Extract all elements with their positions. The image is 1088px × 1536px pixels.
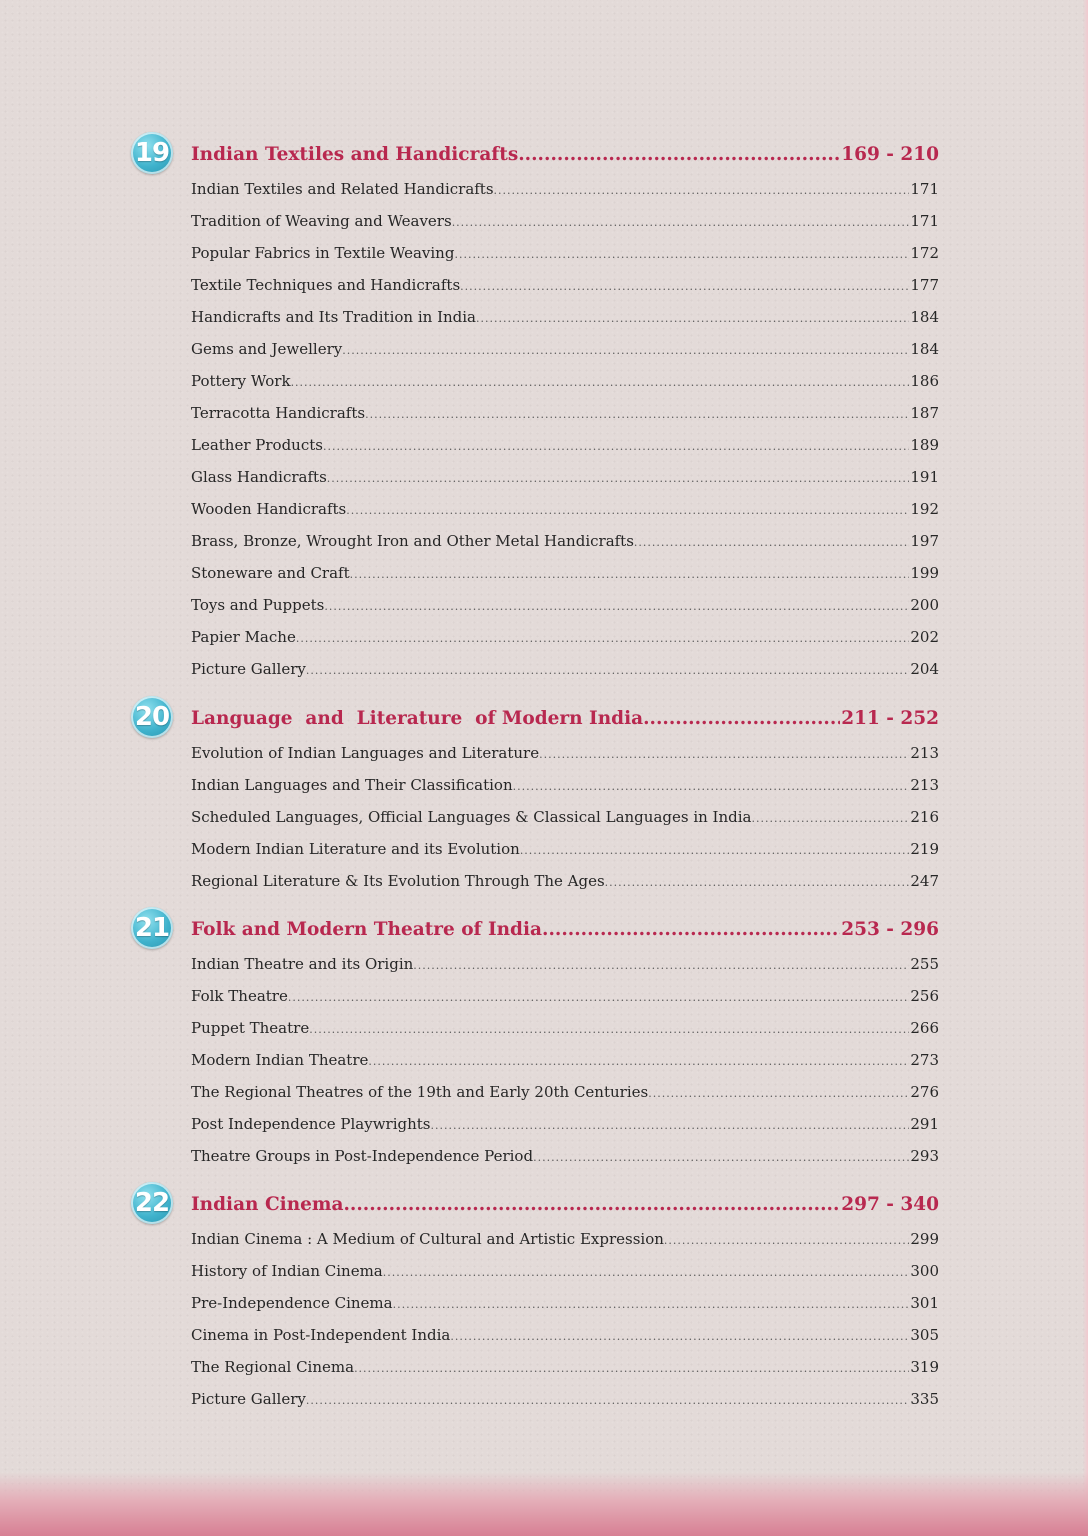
dot-leader xyxy=(413,959,909,972)
entry-page: 276 xyxy=(910,1083,939,1101)
toc-entry[interactable] xyxy=(191,276,939,298)
entry-page: 291 xyxy=(910,1115,939,1133)
toc-entry[interactable] xyxy=(191,1294,939,1316)
entry-title: Textile Techniques and Handicrafts xyxy=(191,276,461,294)
entry-page: 177 xyxy=(910,276,939,294)
toc-entry[interactable] xyxy=(191,340,939,362)
entry-page: 189 xyxy=(910,436,939,454)
entry-title: Glass Handicrafts xyxy=(191,468,327,486)
entry-page: 299 xyxy=(910,1230,939,1248)
entry-title: Indian Cinema : A Medium of Cultural and Artistic Expression xyxy=(191,1230,664,1248)
entry-title: Modern Indian Theatre xyxy=(191,1051,369,1069)
chapter-heading[interactable] xyxy=(191,919,939,947)
entry-title: Indian Languages and Their Classification xyxy=(191,776,513,794)
toc-entry[interactable] xyxy=(191,308,939,330)
dot-leader xyxy=(309,1023,909,1036)
entry-title: Brass, Bronze, Wrought Iron and Other Metal Handicrafts xyxy=(191,532,634,550)
chapter-title: Indian Cinema xyxy=(191,1194,344,1215)
toc-entry[interactable] xyxy=(191,1262,939,1284)
dot-leader xyxy=(542,919,840,940)
entry-title: Gems and Jewellery xyxy=(191,340,343,358)
chapter-page-range: 211 - 252 xyxy=(841,708,939,729)
dot-leader xyxy=(296,632,910,645)
toc-entry[interactable] xyxy=(191,1083,939,1105)
chapter-title: Indian Textiles and Handicrafts xyxy=(191,144,519,165)
entry-page: 305 xyxy=(910,1326,939,1344)
entry-page: 300 xyxy=(910,1262,939,1280)
toc-entry[interactable] xyxy=(191,212,939,234)
dot-leader xyxy=(460,280,909,293)
dot-leader xyxy=(365,408,909,421)
entry-title: Modern Indian Literature and its Evolution xyxy=(191,840,520,858)
dot-leader xyxy=(327,472,910,485)
chapter-number-badge: 21 xyxy=(131,907,173,949)
entry-page: 335 xyxy=(910,1390,939,1408)
toc-entry[interactable] xyxy=(191,1147,939,1169)
entry-title: Regional Literature & Its Evolution Through The Ages xyxy=(191,872,605,890)
toc-entry[interactable] xyxy=(191,372,939,394)
dot-leader xyxy=(752,812,910,825)
toc-entry[interactable] xyxy=(191,1051,939,1073)
entry-page: 319 xyxy=(910,1358,939,1376)
toc-entry[interactable] xyxy=(191,808,939,830)
toc-entry[interactable] xyxy=(191,628,939,650)
entry-page: 171 xyxy=(910,180,939,198)
dot-leader xyxy=(324,600,909,613)
dot-leader xyxy=(350,568,910,581)
entry-page: 191 xyxy=(910,468,939,486)
entry-title: Scheduled Languages, Official Languages & Classical Languages in India xyxy=(191,808,752,826)
entry-title: Leather Products xyxy=(191,436,323,454)
dot-leader xyxy=(643,708,840,729)
entry-page: 184 xyxy=(910,308,939,326)
entry-title: Handicrafts and Its Tradition in India xyxy=(191,308,476,326)
entry-title: The Regional Theatres of the 19th and Early 20th Centuries xyxy=(191,1083,649,1101)
entry-title: Indian Theatre and its Origin xyxy=(191,955,414,973)
entry-title: The Regional Cinema xyxy=(191,1358,355,1376)
chapter-page-range: 169 - 210 xyxy=(841,144,939,165)
toc-entry[interactable] xyxy=(191,1115,939,1137)
toc-entry[interactable] xyxy=(191,180,939,202)
dot-leader xyxy=(520,844,910,857)
entry-page: 293 xyxy=(910,1147,939,1165)
dot-leader xyxy=(454,248,909,261)
entry-title: History of Indian Cinema xyxy=(191,1262,383,1280)
dot-leader xyxy=(393,1298,910,1311)
entry-page: 247 xyxy=(910,872,939,890)
entry-page: 202 xyxy=(910,628,939,646)
entry-page: 255 xyxy=(910,955,939,973)
dot-leader xyxy=(664,1234,909,1247)
toc-entry[interactable] xyxy=(191,404,939,426)
toc-entry[interactable] xyxy=(191,660,939,682)
dot-leader xyxy=(291,376,910,389)
entry-page: 199 xyxy=(910,564,939,582)
entry-page: 184 xyxy=(910,340,939,358)
entry-page: 204 xyxy=(910,660,939,678)
chapter-heading[interactable] xyxy=(191,144,939,172)
footer-band xyxy=(0,1472,1088,1536)
entry-title: Picture Gallery xyxy=(191,1390,306,1408)
chapter-number-badge: 22 xyxy=(131,1182,173,1224)
toc-entry[interactable] xyxy=(191,436,939,458)
entry-title: Indian Textiles and Related Handicrafts xyxy=(191,180,494,198)
toc-entry[interactable] xyxy=(191,500,939,522)
entry-page: 213 xyxy=(910,744,939,762)
entry-title: Folk Theatre xyxy=(191,987,288,1005)
toc-entry[interactable] xyxy=(191,1019,939,1041)
dot-leader xyxy=(368,1055,909,1068)
toc-entry[interactable] xyxy=(191,1230,939,1252)
entry-title: Tradition of Weaving and Weavers xyxy=(191,212,452,230)
toc-entry[interactable] xyxy=(191,1358,939,1380)
dot-leader xyxy=(533,1151,909,1164)
entry-page: 216 xyxy=(910,808,939,826)
toc-entry[interactable] xyxy=(191,744,939,766)
chapter-title: Folk and Modern Theatre of India xyxy=(191,919,542,940)
chapter-page-range: 297 - 340 xyxy=(841,1194,939,1215)
toc-entry[interactable] xyxy=(191,776,939,798)
entry-title: Puppet Theatre xyxy=(191,1019,310,1037)
entry-page: 192 xyxy=(910,500,939,518)
entry-title: Toys and Puppets xyxy=(191,596,325,614)
entry-title: Terracotta Handicrafts xyxy=(191,404,366,422)
toc-entry[interactable] xyxy=(191,596,939,618)
entry-title: Theatre Groups in Post-Independence Period xyxy=(191,1147,534,1165)
entry-page: 213 xyxy=(910,776,939,794)
toc-entry[interactable] xyxy=(191,244,939,266)
dot-leader xyxy=(450,1330,909,1343)
entry-page: 256 xyxy=(910,987,939,1005)
dot-leader xyxy=(605,876,910,889)
chapter-number-badge: 20 xyxy=(131,696,173,738)
chapter-number-badge: 19 xyxy=(131,132,173,174)
dot-leader xyxy=(354,1362,909,1375)
entry-page: 301 xyxy=(910,1294,939,1312)
toc-entry[interactable] xyxy=(191,468,939,490)
entry-page: 186 xyxy=(910,372,939,390)
toc-entry[interactable] xyxy=(191,840,939,862)
dot-leader xyxy=(288,991,910,1004)
entry-title: Stoneware and Craft xyxy=(191,564,350,582)
entry-page: 187 xyxy=(910,404,939,422)
chapter-page-range: 253 - 296 xyxy=(841,919,939,940)
entry-title: Popular Fabrics in Textile Weaving xyxy=(191,244,455,262)
dot-leader xyxy=(431,1119,910,1132)
toc-entry[interactable] xyxy=(191,532,939,554)
entry-title: Pottery Work xyxy=(191,372,291,390)
entry-page: 172 xyxy=(910,244,939,262)
entry-page: 266 xyxy=(910,1019,939,1037)
dot-leader xyxy=(323,440,909,453)
dot-leader xyxy=(494,184,910,197)
chapter-title: Language and Literature of Modern India xyxy=(191,708,644,729)
entry-title: Papier Mache xyxy=(191,628,296,646)
toc-entry[interactable] xyxy=(191,955,939,977)
dot-leader xyxy=(383,1266,910,1279)
dot-leader xyxy=(476,312,909,325)
entry-page: 273 xyxy=(910,1051,939,1069)
toc-entry[interactable] xyxy=(191,1326,939,1348)
entry-title: Evolution of Indian Languages and Literature xyxy=(191,744,540,762)
dot-leader xyxy=(342,344,909,357)
chapter-heading[interactable] xyxy=(191,1194,939,1222)
dot-leader xyxy=(346,504,909,517)
entry-title: Picture Gallery xyxy=(191,660,306,678)
chapter-heading[interactable] xyxy=(191,708,939,736)
toc-entry[interactable] xyxy=(191,872,939,894)
entry-page: 197 xyxy=(910,532,939,550)
entry-title: Post Independence Playwrights xyxy=(191,1115,431,1133)
dot-leader xyxy=(648,1087,909,1100)
toc-entry[interactable] xyxy=(191,1390,939,1412)
dot-leader xyxy=(306,664,910,677)
entry-page: 171 xyxy=(910,212,939,230)
toc-entry[interactable] xyxy=(191,564,939,586)
entry-title: Cinema in Post-Independent India xyxy=(191,1326,451,1344)
dot-leader xyxy=(306,1394,910,1407)
entry-page: 219 xyxy=(910,840,939,858)
entry-page: 200 xyxy=(910,596,939,614)
toc-entry[interactable] xyxy=(191,987,939,1009)
entry-title: Pre-Independence Cinema xyxy=(191,1294,393,1312)
dot-leader xyxy=(518,144,840,165)
dot-leader xyxy=(343,1194,840,1215)
dot-leader xyxy=(513,780,910,793)
dot-leader xyxy=(539,748,909,761)
entry-title: Wooden Handicrafts xyxy=(191,500,347,518)
dot-leader xyxy=(634,536,909,549)
dot-leader xyxy=(452,216,910,229)
